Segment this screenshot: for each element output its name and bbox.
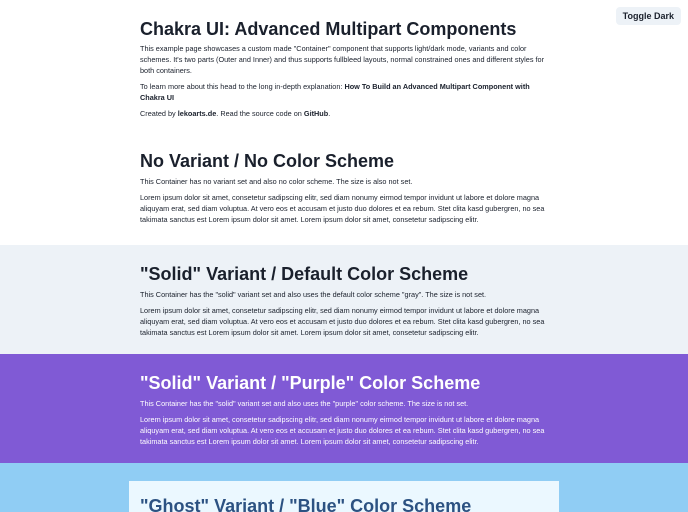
section-description: This Container has the "solid" variant set and also uses the "purple" color scheme. The size is not set. xyxy=(140,399,469,408)
section-no-variant xyxy=(0,130,688,245)
section-inner xyxy=(140,263,548,339)
section-inner xyxy=(140,372,548,448)
toggle-dark-button[interactable]: Toggle Dark xyxy=(616,7,681,25)
article-link[interactable]: How To Build an Advanced Multipart Component with Chakra UI xyxy=(140,81,530,102)
credits-middle: . Read the source code on xyxy=(216,108,304,118)
page-title: Chakra UI: Advanced Multipart Components xyxy=(140,19,517,39)
lorem-paragraph: Lorem ipsum dolor sit amet, consetetur sadipscing elitr, sed diam nonumy eirmod tempor invidunt ut labore et dolore magna aliquyam erat, sed diam voluptua. At vero eos et accusam et justo duo dolores et ea rebum. Stet clita kasd gubergren, no sea takimata sanctus est Lorem ipsum dolor sit amet. Lorem ipsum dolor sit amet, consetetur sadipscing elitr. xyxy=(140,415,545,446)
section-inner xyxy=(140,150,548,226)
credits-paragraph xyxy=(140,109,548,120)
section-title: "Solid" Variant / "Purple" Color Scheme xyxy=(140,373,481,393)
learn-more-text: To learn more about this head to the long in-depth explanation: xyxy=(140,81,345,91)
section-solid-purple xyxy=(0,354,688,463)
section-title: "Ghost" Variant / "Blue" Color Scheme xyxy=(140,496,472,512)
intro-inner xyxy=(140,18,548,120)
github-link[interactable]: GitHub xyxy=(303,108,329,118)
credits-suffix: . xyxy=(328,108,331,118)
section-solid-gray xyxy=(0,245,688,354)
lorem-paragraph: Lorem ipsum dolor sit amet, consetetur sadipscing elitr, sed diam nonumy eirmod tempor invidunt ut labore et dolore magna aliquyam erat, sed diam voluptua. At vero eos et accusam et justo duo dolores et ea rebum. Stet clita kasd gubergren, no sea takimata sanctus est Lorem ipsum dolor sit amet. Lorem ipsum dolor sit amet, consetetur sadipscing elitr. xyxy=(140,193,545,224)
author-link[interactable]: lekoarts.de xyxy=(177,108,217,118)
intro-section xyxy=(0,0,688,130)
section-description: This Container has the "solid" variant set and also uses the default color scheme "gray". The size is not set. xyxy=(140,290,487,299)
section-title: No Variant / No Color Scheme xyxy=(140,151,395,171)
section-description: This Container has no variant set and also no color scheme. The size is also not set. xyxy=(140,177,413,186)
intro-paragraph: This example page showcases a custom made "Container" component that supports light/dark mode, variants and color schemes. It's two parts (Outer and Inner) and thus supports fullbleed layouts, normal constrained ones and different styles for both containers. xyxy=(140,44,545,75)
lorem-paragraph: Lorem ipsum dolor sit amet, consetetur sadipscing elitr, sed diam nonumy eirmod tempor invidunt ut labore et dolore magna aliquyam erat, sed diam voluptua. At vero eos et accusam et justo duo dolores et ea rebum. Stet clita kasd gubergren, no sea takimata sanctus est Lorem ipsum dolor sit amet. Lorem ipsum dolor sit amet, consetetur sadipscing elitr. xyxy=(140,306,545,337)
learn-more-paragraph xyxy=(140,82,548,104)
ghost-card xyxy=(129,481,559,512)
section-title: "Solid" Variant / Default Color Scheme xyxy=(140,264,469,284)
section-ghost-blue xyxy=(0,463,688,512)
credits-prefix: Created by xyxy=(140,108,178,118)
